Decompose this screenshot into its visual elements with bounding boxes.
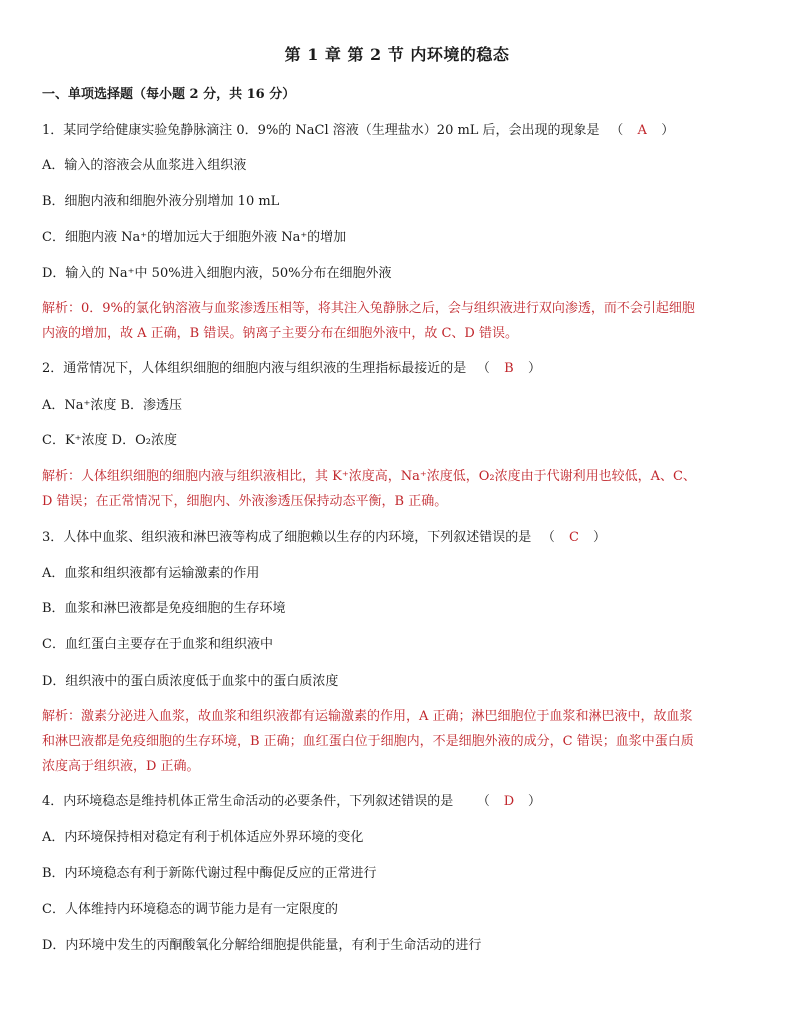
option-b: B．内环境稳态有利于新陈代谢过程中酶促反应的正常进行: [42, 866, 377, 881]
question-stem-text: 1．某同学给健康实验兔静脉滴注 0．9%的 NaCl 溶液（生理盐水）20 mL 后，会出现的现象是: [42, 123, 600, 138]
explanation-line: 解析：人体组织细胞的细胞内液与组织液相比，其 K⁺浓度高，Na⁺浓度低，O₂浓度由于代谢利用也较低，A、C、: [42, 469, 696, 484]
option-b: B．细胞内液和细胞外液分别增加 10 mL: [42, 194, 280, 209]
answer-badge: C: [568, 530, 579, 545]
explanation-line: 和淋巴液都是免疫细胞的生存环境，B 正确；血红蛋白位于细胞内，不是细胞外液的成分，C 错误；血浆中蛋白质: [42, 734, 694, 749]
question-stem-text: 3．人体中血浆、组织液和淋巴液等构成了细胞赖以生存的内环境，下列叙述错误的是: [42, 530, 532, 545]
option-d: D．组织液中的蛋白质浓度低于血浆中的蛋白质浓度: [42, 674, 339, 689]
answer-badge: A: [637, 123, 647, 138]
option-a: A．血浆和组织液都有运输激素的作用: [42, 566, 260, 581]
question-stem-text: 4．内环境稳态是维持机体正常生命活动的必要条件，下列叙述错误的是: [42, 794, 454, 809]
option-b: B．血浆和淋巴液都是免疫细胞的生存环境: [42, 601, 286, 616]
question-3-stem: 3．人体中血浆、组织液和淋巴液等构成了细胞赖以生存的内环境，下列叙述错误的是 （ C ）: [42, 530, 606, 545]
explanation-line: 浓度高于组织液，D 正确。: [42, 759, 200, 774]
option-c-d: C．K⁺浓度 D．O₂浓度: [42, 433, 177, 448]
section-heading: 一、单项选择题（每小题 2 分，共 16 分）: [42, 87, 296, 102]
answer-badge: D: [503, 794, 515, 809]
explanation-line: 内液的增加，故 A 正确，B 错误。钠离子主要分布在细胞外液中，故 C、D 错误。: [42, 326, 518, 341]
option-a: A．内环境保持相对稳定有利于机体适应外界环境的变化: [42, 830, 364, 845]
question-1-stem: 1．某同学给健康实验兔静脉滴注 0．9%的 NaCl 溶液（生理盐水）20 mL 后，会出现的现象是 （ A ）: [42, 123, 675, 138]
page-title: 第 1 章 第 2 节 内环境的稳态: [284, 45, 510, 64]
question-stem-text: 2．通常情况下，人体组织细胞的细胞内液与组织液的生理指标最接近的是: [42, 361, 467, 376]
question-4-stem: 4．内环境稳态是维持机体正常生命活动的必要条件，下列叙述错误的是 （ D ）: [42, 794, 541, 809]
option-c: C．细胞内液 Na⁺的增加远大于细胞外液 Na⁺的增加: [42, 230, 347, 245]
option-c: C．人体维持内环境稳态的调节能力是有一定限度的: [42, 902, 338, 917]
answer-badge: B: [504, 361, 514, 376]
option-c: C．血红蛋白主要存在于血浆和组织液中: [42, 637, 273, 652]
option-a: A．输入的溶液会从血浆进入组织液: [42, 158, 247, 173]
explanation-line: D 错误；在正常情况下，细胞内、外液渗透压保持动态平衡，B 正确。: [42, 494, 448, 509]
option-a-b: A．Na⁺浓度 B．渗透压: [42, 398, 183, 413]
question-2-stem: 2．通常情况下，人体组织细胞的细胞内液与组织液的生理指标最接近的是 （ B ）: [42, 361, 541, 376]
explanation-line: 解析：0．9%的氯化钠溶液与血浆渗透压相等，将其注入兔静脉之后，会与组织液进行双向渗透，而不会引起细胞: [42, 301, 695, 316]
option-d: D．内环境中发生的丙酮酸氧化分解给细胞提供能量，有利于生命活动的进行: [42, 938, 482, 953]
explanation-line: 解析：激素分泌进入血浆，故血浆和组织液都有运输激素的作用，A 正确；淋巴细胞位于血浆和淋巴液中，故血浆: [42, 709, 693, 724]
option-d: D．输入的 Na⁺中 50%进入细胞内液，50%分布在细胞外液: [42, 266, 392, 281]
